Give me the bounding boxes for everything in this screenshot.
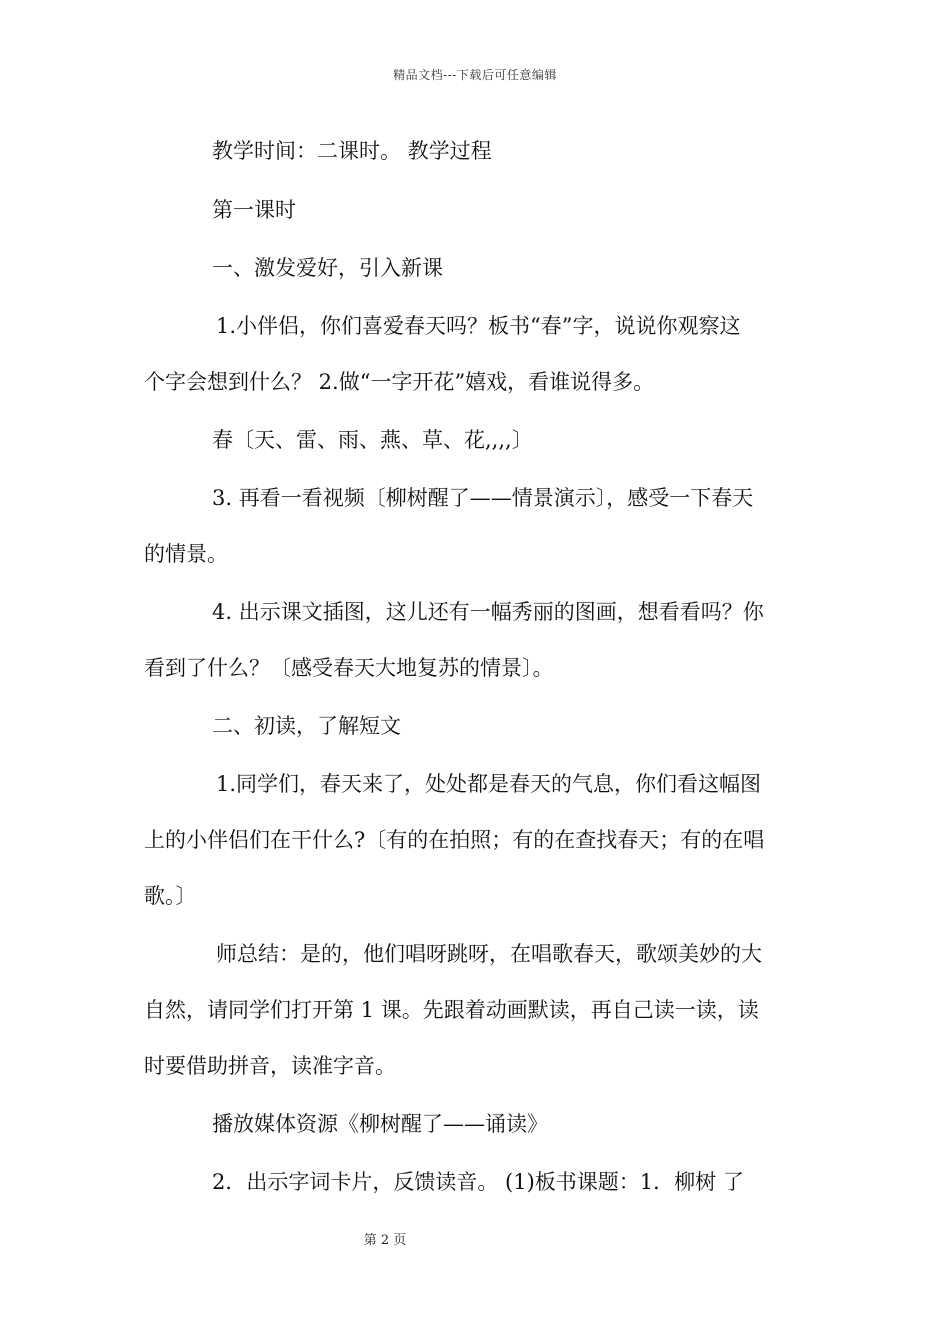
section-heading: 二、初读，了解短文 [212,714,401,738]
body-text-line: 师总结：是的，他们唱呀跳呀，在唱歌春天，歌颂美妙的大 [216,942,762,966]
body-text-line: 春〔天、雷、雨、燕、草、花,,,,〕 [212,428,533,452]
body-text-line: 3. 再看一看视频〔柳树醒了——情景演示〕，感受一下春天 [212,486,754,510]
body-text-line: 1.同学们，春天来了，处处都是春天的气息，你们看这幅图 [216,772,762,796]
body-text-line: 4. 出示课文插图，这儿还有一幅秀丽的图画，想看看吗？你 [212,600,764,624]
body-text-line: 2．出示字词卡片，反馈读音。 (1)板书课题：1．柳树 了 [212,1170,744,1194]
page-header: 精品文档---下载后可任意编辑 [393,68,557,82]
body-text-line: 上的小伴侣们在干什么?〔有的在拍照；有的在查找春天；有的在唱 [144,828,765,852]
body-text-line: 看到了什么？〔感受春天大地复苏的情景〕。 [144,656,554,680]
body-text-line: 播放媒体资源《柳树醒了——诵读》 [212,1112,548,1136]
section-heading: 一、激发爱好，引入新课 [212,256,443,280]
body-text-line: 的情景。 [144,542,228,566]
body-text-line: 自然，请同学们打开第 1 课。先跟着动画默读，再自己读一读，读 [144,998,759,1022]
body-text-line: 歌。〕 [144,884,197,908]
body-text-line: 教学时间：二课时。 教学过程 [212,139,492,163]
section-title: 第一课时 [212,198,296,222]
body-text-line: 个字会想到什么？ 2.做“一字开花”嬉戏，看谁说得多。 [144,370,655,394]
page-number: 第 2 页 [363,1233,407,1248]
body-text-line: 时要借助拼音，读准字音。 [144,1054,396,1078]
body-text-line: 1.小伴侣，你们喜爱春天吗？板书“春”字，说说你观察这 [216,314,741,338]
